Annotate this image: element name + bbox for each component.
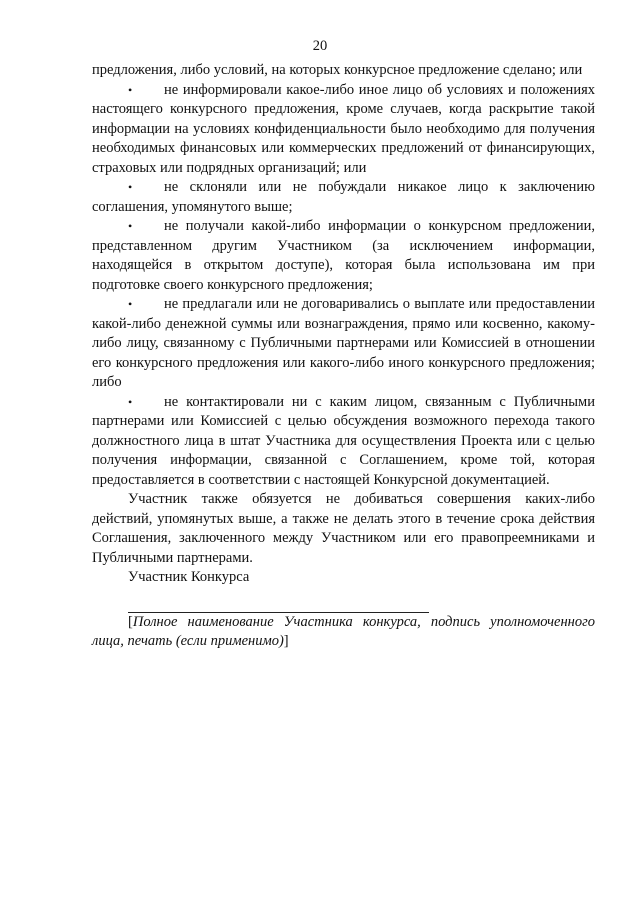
signature-caption [92, 613, 595, 652]
bullet-item [92, 178, 595, 217]
signature-open-bracket: [ [128, 613, 133, 630]
signature-caption-text: Полное наименование Участника конкурса, подпись уполномоченного лица, печать (если применимо) [92, 613, 595, 649]
bullet-item-text: не получали какой-либо информации о конкурсном предложении, представленном другим Участником (за исключением информации, находящейся в открытом доступе), которая была использована им при подготовке своего конкурсного предложения; [92, 218, 595, 293]
bullet-item [92, 393, 595, 491]
bullet-icon: • [128, 219, 133, 233]
bullet-icon: • [128, 394, 133, 409]
bullet-icon: • [128, 180, 133, 194]
bullet-item-text: не предлагали или не договаривались о выплате или предоставлении какой-либо денежной суммы или вознаграждения, прямо или косвенно, какому-либо лицу, связанному с Публичными партнерами или Комиссией в отношении его конкурсного предложения или какого-либо иного конкурсного предложения; либо [92, 296, 595, 390]
participant-label: Участник Конкурса [128, 569, 250, 585]
signature-close-bracket: ] [283, 633, 289, 649]
page-number: 20 [312, 38, 328, 54]
bullet-item [92, 81, 595, 179]
bullet-icon: • [128, 82, 133, 97]
bullet-icon: • [128, 297, 133, 311]
bullet-item [92, 217, 595, 295]
bullet-item-text: не информировали какое-либо иное лицо об условиях и положениях настоящего конкурсного предложения, кроме случаев, когда раскрытие такой информации на условиях конфиденциальности было необходимо для получения необходимых финансовых или коммерческих предложений от финансирующих, страховых или подрядных организаций; или [92, 81, 595, 176]
document-body [92, 61, 595, 652]
bullet-item-text: не склоняли или не побуждали никакое лицо к заключению соглашения, упомянутого выше; [92, 179, 595, 215]
obligation-paragraph: Участник также обязуется не добиваться совершения каких-либо действий, упомянутых выше, а также не делать этого в течение срока действия Соглашения, заключенного между Участником или его правопреемниками и Публичными партнерами. [92, 491, 595, 566]
bullet-item-text: не контактировали ни с каким лицом, связанным с Публичными партнерами или Комиссией с целью обсуждения возможного перехода такого должностного лица в штат Участника для осуществления Проекта или с целью получения информации, связанной с Соглашением, кроме той, которая предоставляется в соответствии с настоящей Конкурсной документацией. [92, 393, 595, 488]
bullet-item [92, 295, 595, 393]
intro-paragraph: предложения, либо условий, на которых конкурсное предложение сделано; или [92, 62, 583, 78]
